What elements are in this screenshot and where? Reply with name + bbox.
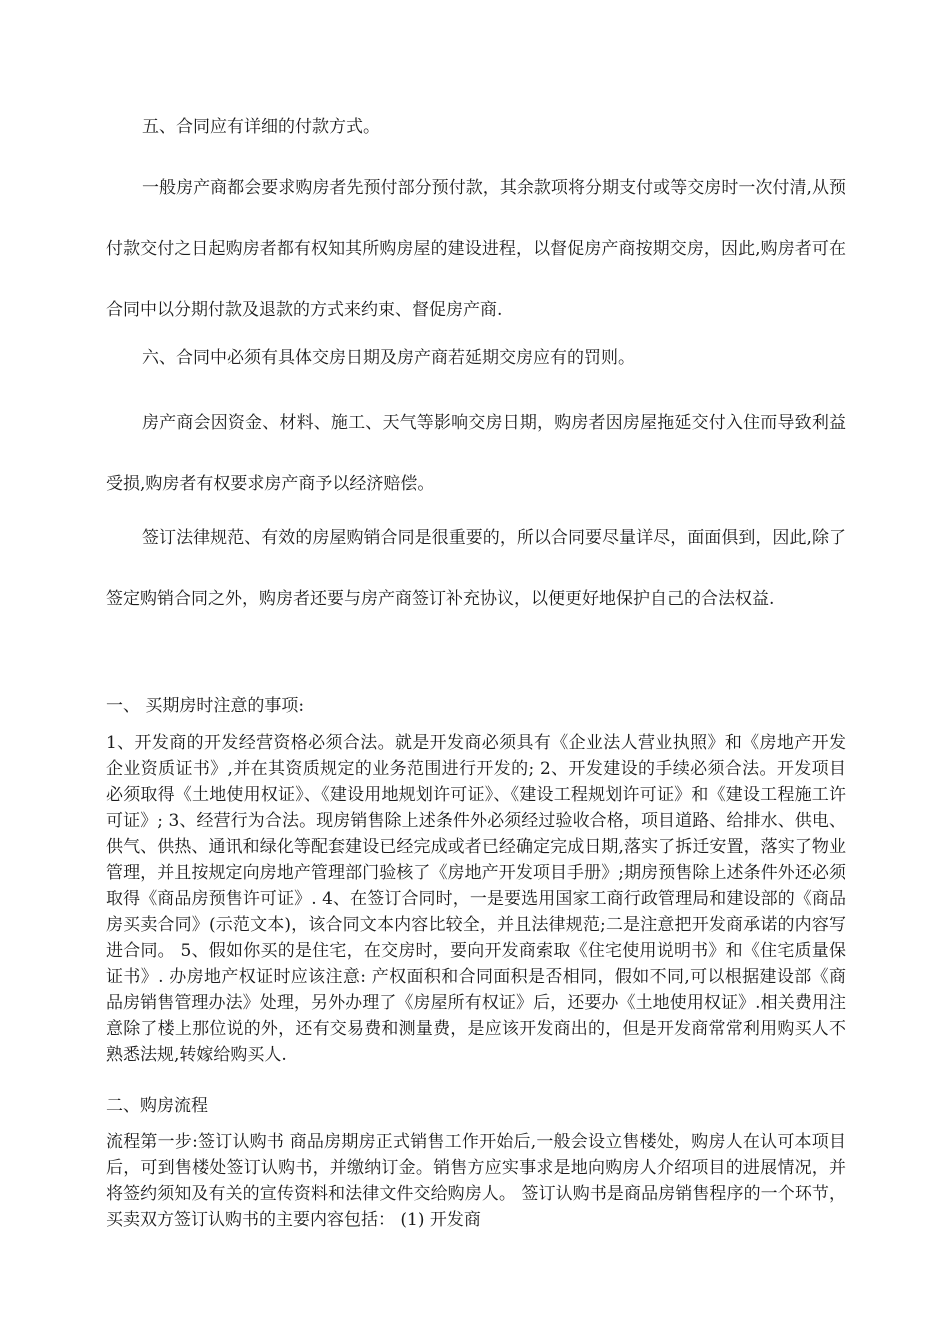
purchase-process-heading: 二、购房流程 [106,1096,208,1116]
forward-purchase-paragraph: 1、开发商的开发经营资格必须合法。就是开发商必须具有《企业法人营业执照》和《房地产开发企业资质证书》,并在其资质规定的业务范围进行开发的; 2、开发建设的手续必须合法。开发项目必须取得《土地使用权证》、《建设用地规划许可证》、《建设工程规划许可证》和《建设工程施工许可证》; 3、经营行为合法。现房销售除上述条件外必须经过验收合格，项目道路、给排水、供电、供气、供热、通讯和绿化等配套建设已经完成或者已经确定完成日期,落实了拆迁安置，落实了物业管理，并且按规定向房地产管理部门验核了《房地产开发项目手册》;期房预售除上述条件外还必须取得《商品房预售许可证》. 4、在签订合同时，一是要选用国家工商行政管理局和建设部的《商品房买卖合同》(示范文本)，该合同文本内容比较全，并且法律规范;二是注意把开发商承诺的内容写进合同。 5、假如你买的是住宅，在交房时，要向开发商索取《住宅使用说明书》和《住宅质量保证书》. 办房地产权证时应该注意: 产权面积和合同面积是否相同，假如不同,可以根据建设部《商品房销售管理办法》处理，另外办理了《房屋所有权证》后，还要办《土地使用权证》.相关费用注意除了楼上那位说的外，还有交易费和测量费，是应该开发商出的，但是开发商常常利用购买人不熟悉法规,转嫁给购买人. [106,733,846,1065]
payment-paragraph: 一般房产商都会要求购房者先预付部分预付款，其余款项将分期支付或等交房时一次付清,从预付款交付之日起购房者都有权知其所购房屋的建设进程，以督促房产商按期交房，因此,购房者可在合同中以分期付款及退款的方式来约束、督促房产商. [106,178,846,320]
delay-paragraph: 房产商会因资金、材料、施工、天气等影响交房日期，购房者因房屋拖延交付入住而导致利益受损,购房者有权要求房产商予以经济赔偿。 [106,413,846,494]
section-five-heading: 五、合同应有详细的付款方式。 [142,117,380,137]
section-six-heading: 六、合同中必须有具体交房日期及房产商若延期交房应有的罚则。 [142,348,635,368]
supplement-paragraph: 签订法律规范、有效的房屋购销合同是很重要的，所以合同要尽量详尽，面面俱到，因此,除了签定购销合同之外，购房者还要与房产商签订补充协议，以便更好地保护自己的合法权益. [106,528,846,609]
purchase-process-paragraph: 流程第一步:签订认购书 商品房期房正式销售工作开始后,一般会设立售楼处，购房人在认可本项目后，可到售楼处签订认购书，并缴纳订金。销售方应实事求是地向购房人介绍项目的进展情况，并将签约须知及有关的宣传资料和法律文件交给购房人。 签订认购书是商品房销售程序的一个环节，买卖双方签订认购书的主要内容包括： (1) 开发商 [106,1132,846,1230]
forward-purchase-heading: 一、 买期房时注意的事项: [106,696,305,716]
